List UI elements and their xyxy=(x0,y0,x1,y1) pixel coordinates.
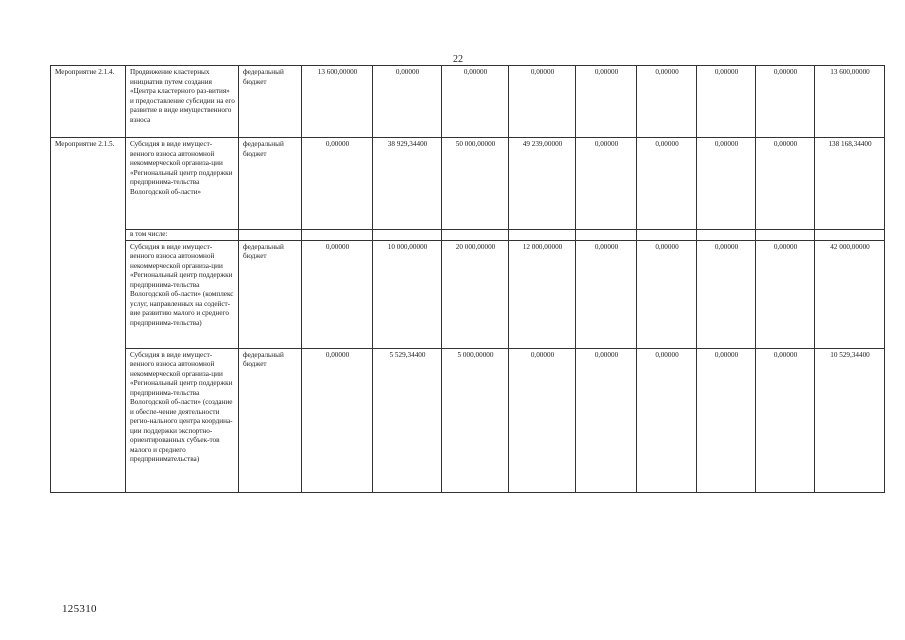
value-cell: 0,00000 xyxy=(637,138,697,230)
total-cell: 10 529,34400 xyxy=(815,348,885,492)
value-cell: 0,00000 xyxy=(373,66,442,138)
value-cell: 13 600,00000 xyxy=(302,66,373,138)
funding-source-cell: федеральный бюджет xyxy=(239,66,302,138)
value-cell: 0,00000 xyxy=(509,348,576,492)
value-cell: 0,00000 xyxy=(442,66,509,138)
description-cell: Субсидия в виде имущест-венного взноса автономной некоммерческой организа-ции «Региональный центр поддержки предпринима-тельства Вологодской об-ласти» xyxy=(126,138,239,230)
table-row xyxy=(51,230,885,241)
event-cell: Мероприятие 2.1.5. xyxy=(51,138,126,493)
value-cell: 0,00000 xyxy=(756,348,815,492)
value-cell: 0,00000 xyxy=(637,66,697,138)
empty-cell xyxy=(239,230,302,241)
value-cell: 0,00000 xyxy=(637,348,697,492)
empty-cell xyxy=(697,230,756,241)
event-cell: Мероприятие 2.1.4. xyxy=(51,66,126,138)
table-row xyxy=(51,66,885,138)
value-cell: 38 929,34400 xyxy=(373,138,442,230)
total-cell: 13 600,00000 xyxy=(815,66,885,138)
page-number: 22 xyxy=(453,54,463,65)
empty-cell xyxy=(442,230,509,241)
value-cell: 0,00000 xyxy=(756,66,815,138)
value-cell: 10 000,00000 xyxy=(373,240,442,348)
table-row xyxy=(51,348,885,492)
total-cell: 42 000,00000 xyxy=(815,240,885,348)
value-cell: 49 239,00000 xyxy=(509,138,576,230)
table-row xyxy=(51,240,885,348)
subheading-cell: в том числе: xyxy=(126,230,239,241)
table-row xyxy=(51,138,885,230)
value-cell: 50 000,00000 xyxy=(442,138,509,230)
value-cell: 0,00000 xyxy=(509,66,576,138)
value-cell: 5 529,34400 xyxy=(373,348,442,492)
description-cell: Продвижение кластерных инициатив путем создания «Центра кластерного раз-вития» и предоставление субсидии на его развитие в виде имущественного взноса xyxy=(126,66,239,138)
value-cell: 0,00000 xyxy=(302,348,373,492)
value-cell: 0,00000 xyxy=(302,138,373,230)
value-cell: 0,00000 xyxy=(697,66,756,138)
funding-source-cell: федеральный бюджет xyxy=(239,138,302,230)
value-cell: 0,00000 xyxy=(637,240,697,348)
value-cell: 5 000,00000 xyxy=(442,348,509,492)
empty-cell xyxy=(756,230,815,241)
value-cell: 0,00000 xyxy=(302,240,373,348)
empty-cell xyxy=(373,230,442,241)
value-cell: 0,00000 xyxy=(697,138,756,230)
document-code: 125310 xyxy=(62,603,97,615)
value-cell: 12 000,00000 xyxy=(509,240,576,348)
value-cell: 0,00000 xyxy=(576,66,637,138)
value-cell: 0,00000 xyxy=(697,240,756,348)
description-cell: Субсидия в виде имущест-венного взноса автономной некоммерческой организа-ции «Региональный центр поддержки предпринима-тельства Вологодской об-ласти» (комплекс услуг, направленных на содейст-вие развитию малого и среднего предпринима-тельства) xyxy=(126,240,239,348)
value-cell: 20 000,00000 xyxy=(442,240,509,348)
value-cell: 0,00000 xyxy=(576,348,637,492)
empty-cell xyxy=(815,230,885,241)
value-cell: 0,00000 xyxy=(697,348,756,492)
value-cell: 0,00000 xyxy=(756,240,815,348)
value-cell: 0,00000 xyxy=(576,138,637,230)
value-cell: 0,00000 xyxy=(756,138,815,230)
empty-cell xyxy=(302,230,373,241)
empty-cell xyxy=(576,230,637,241)
value-cell: 0,00000 xyxy=(576,240,637,348)
description-cell: Субсидия в виде имущест-венного взноса автономной некоммерческой организа-ции «Региональный центр поддержки предпринима-тельства Вологодской об-ласти» (создание и обеспе-чение деятельности регио-нального центра координа-ции поддержки экспортно-ориентированных субъек-тов малого и среднего предпринимательства) xyxy=(126,348,239,492)
funding-source-cell: федеральный бюджет xyxy=(239,240,302,348)
funding-source-cell: федеральный бюджет xyxy=(239,348,302,492)
budget-table xyxy=(50,65,885,493)
empty-cell xyxy=(637,230,697,241)
total-cell: 138 168,34400 xyxy=(815,138,885,230)
empty-cell xyxy=(509,230,576,241)
